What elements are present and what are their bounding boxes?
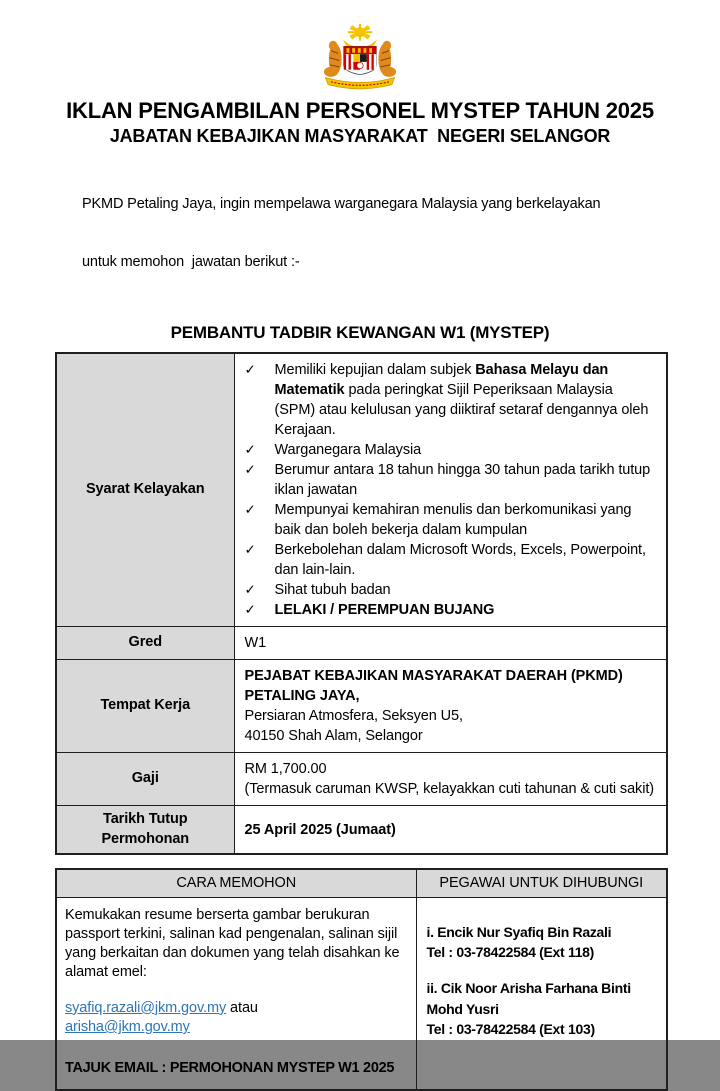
- intro-line-2: untuk memohon jawatan berikut :-: [82, 253, 300, 270]
- email-link-secondary[interactable]: arisha@jkm.gov.my: [65, 1019, 190, 1036]
- contact-header-row: [56, 869, 667, 897]
- requirement-text: Berkebolehan dalam Microsoft Words, Excels, Powerpoint, dan lain-lain.: [274, 541, 646, 578]
- email-subject-line: TAJUK EMAIL : PERMOHONAN MYSTEP W1 2025: [65, 1060, 395, 1077]
- how-to-apply-cell: [56, 897, 416, 1089]
- advert-title: IKLAN PENGAMBILAN PERSONEL MYSTEP TAHUN 2025: [66, 98, 654, 123]
- row-value-gred: [234, 626, 667, 659]
- requirement-item: [245, 460, 657, 500]
- requirement-text: Mempunyai kemahiran menulis dan berkomunikasi yang baik dan boleh bekerja dalam kumpulan: [274, 501, 632, 538]
- row-label-tarikh-tutup: Tarikh Tutup Permohonan: [56, 805, 234, 854]
- requirement-item: [245, 600, 657, 620]
- value-line: W1: [244, 634, 267, 651]
- value-line: PETALING JAYA,: [244, 687, 360, 704]
- requirement-text: Sihat tubuh badan: [274, 581, 391, 598]
- email-link-primary[interactable]: syafiq.razali@jkm.gov.my: [65, 999, 227, 1016]
- officer-2-name: ii. Cik Noor Arisha Farhana Binti Mohd Yusri: [426, 980, 631, 1017]
- intro-line-1: PKMD Petaling Jaya, ingin mempelawa warganegara Malaysia yang berkelayakan: [82, 196, 601, 213]
- check-icon: ✓: [244, 541, 256, 557]
- requirement-text: Berumur antara 18 tahun hingga 30 tahun pada tarikh tutup iklan jawatan: [274, 461, 651, 498]
- check-icon: ✓: [244, 581, 256, 597]
- officer-2-tel: Tel : 03-78422584 (Ext 103): [426, 1020, 595, 1037]
- email-separator: atau: [226, 999, 258, 1016]
- job-details-table: [55, 352, 668, 855]
- row-value-tempat-kerja: [234, 659, 667, 752]
- spacer: [427, 962, 659, 978]
- requirement-item: [245, 360, 657, 440]
- value-line: PEJABAT KEBAJIKAN MASYARAKAT DAERAH (PKMD): [244, 667, 623, 684]
- requirement-text: Memiliki kepujian dalam subjek Bahasa Melayu dan Matematik pada peringkat Sijil Peperiksaan Malaysia (SPM) atau kelulusan yang diiktiraf setaraf dengannya oleh Kerajaan.: [274, 361, 649, 438]
- requirement-text: LELAKI / PEREMPUAN BUJANG: [274, 601, 495, 618]
- email-line-1: [65, 999, 408, 1018]
- requirement-text: Warganegara Malaysia: [274, 441, 422, 458]
- email-links: [65, 999, 408, 1038]
- details-row-tarikh-tutup: [56, 805, 667, 854]
- officer-1-tel: Tel : 03-78422584 (Ext 118): [426, 943, 595, 960]
- shield-icon: [344, 46, 377, 74]
- row-value-syarat-kelayakan: [234, 353, 667, 627]
- check-icon: ✓: [244, 501, 256, 517]
- value-line: Persiaran Atmosfera, Seksyen U5,: [244, 707, 463, 724]
- contact-body-row: [56, 897, 667, 1089]
- check-icon: ✓: [244, 601, 256, 617]
- officer-1-name: i. Encik Nur Syafiq Bin Razali: [426, 923, 612, 940]
- row-value-tarikh-tutup: [234, 805, 667, 854]
- officers-header: PEGAWAI UNTUK DIHUBUNGI: [416, 869, 667, 897]
- officers-cell: [416, 897, 667, 1089]
- row-value-gaji: [234, 752, 667, 805]
- value-line: RM 1,700.00: [244, 760, 327, 777]
- position-title: PEMBANTU TADBIR KEWANGAN W1 (MYSTEP): [170, 322, 550, 342]
- requirements-list: [245, 360, 657, 620]
- row-label-gred: Gred: [56, 626, 234, 659]
- motto-banner-icon: [325, 78, 394, 89]
- requirement-item: [245, 500, 657, 540]
- application-contact-table: [55, 868, 668, 1090]
- intro-paragraph: [82, 157, 720, 310]
- requirement-item: [245, 580, 657, 600]
- row-label-gaji: Gaji: [56, 752, 234, 805]
- department-subtitle: JABATAN KEBAJIKAN MASYARAKAT NEGERI SELANGOR: [109, 126, 611, 147]
- check-icon: ✓: [244, 441, 256, 457]
- malaysia-coat-of-arms-icon: [314, 22, 406, 92]
- details-row-gaji: [56, 752, 667, 805]
- details-row-syarat-kelayakan: [56, 353, 667, 627]
- requirement-item: [245, 540, 657, 580]
- apply-instructions: Kemukakan resume berserta gambar berukuran passport terkini, salinan kad pengenalan, salinan sijil yang berkaitan dan dokumen yang telah disahkan ke alamat emel:: [65, 906, 400, 981]
- check-icon: ✓: [244, 361, 256, 377]
- value-line: 25 April 2025 (Jumaat): [244, 821, 396, 838]
- row-label-syarat-kelayakan: Syarat Kelayakan: [56, 353, 234, 627]
- check-icon: ✓: [244, 461, 256, 477]
- details-row-gred: [56, 626, 667, 659]
- email-line-2: [65, 1018, 408, 1037]
- details-row-tempat-kerja: [56, 659, 667, 752]
- value-line: (Termasuk caruman KWSP, kelayakkan cuti tahunan & cuti sakit): [244, 780, 654, 797]
- value-line: 40150 Shah Alam, Selangor: [244, 727, 423, 744]
- row-label-tempat-kerja: Tempat Kerja: [56, 659, 234, 752]
- how-to-apply-header: CARA MEMOHON: [56, 869, 416, 897]
- requirement-item: [245, 440, 657, 460]
